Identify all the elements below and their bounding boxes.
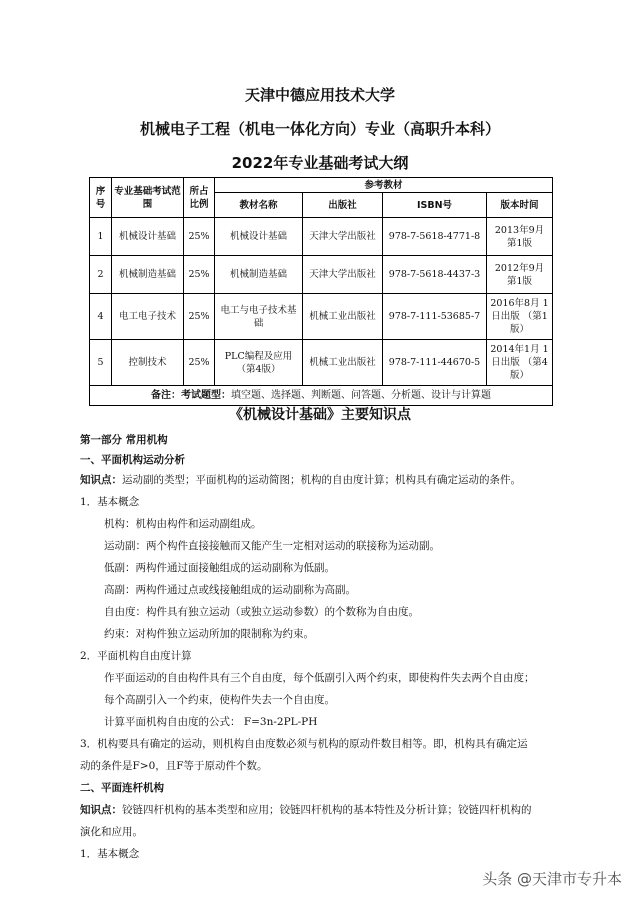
note-label: 备注：考试题型： [151,390,231,401]
cell-book: 机械制造基础 [215,256,303,294]
cell-isbn: 978-7-111-44670-5 [383,340,487,386]
cell-publisher: 机械工业出版社 [303,340,383,386]
formula-line: 计算平面机构自由度的公式： F=3n-2PL-PH [104,716,318,728]
knowledge-points [80,802,532,817]
body-line: 每个高副引入一个约束，使构件失去一个自由度。 [104,694,335,706]
part-heading: 第一部分 常用机构 [80,434,168,446]
cell-scope: 电工电子技术 [112,294,184,340]
header-isbn: ISBN号 [383,193,487,218]
body-line: 3．机构要具有确定的运动，则机构自由度数必须与机构的原动件数目相等。即，机构具有确定运 [80,738,528,750]
cell-seq: 1 [90,218,112,256]
header-publisher: 出版社 [303,193,383,218]
cell-edition: 2013年9月 第1版 [487,218,553,256]
cell-publisher: 天津大学出版社 [303,218,383,256]
header-ratio: 所占比例 [184,178,215,218]
exam-title: 2022年专业基础考试大纲 [231,154,409,172]
body-line: 动的条件是F>0，且F等于原动件个数。 [80,760,268,772]
cell-seq: 4 [90,294,112,340]
header-scope: 专业基础考试范围 [112,178,184,218]
section-title: 《机械设计基础》主要知识点 [229,407,411,423]
major-title: 机械电子工程（机电一体化方向）专业（高职升本科） [139,120,500,138]
knowledge-text: 铰链四杆机构的基本类型和应用；铰链四杆机构的基本特性及分析计算；铰链四杆机构的 [122,804,532,816]
header-edition: 版本时间 [487,193,553,218]
table-note [90,386,553,406]
knowledge-label: 知识点： [80,804,122,816]
cell-edition: 2016年8月 1日出版 （第1版） [487,294,553,340]
cell-book: 机械设计基础 [215,218,303,256]
cell-book: 电工与电子技术基础 [215,294,303,340]
body-line: 演化和应用。 [80,826,143,838]
cell-isbn: 978-7-5618-4771-8 [383,218,487,256]
cell-seq: 5 [90,340,112,386]
subsection-heading: 一、平面机构运动分析 [80,454,185,466]
cell-scope: 机械设计基础 [112,218,184,256]
table-row [90,340,553,386]
university-title: 天津中德应用技术大学 [244,86,395,104]
cell-publisher: 机械工业出版社 [303,294,383,340]
note-text: 填空题、选择题、判断题、问答题、分析题、设计与计算题 [231,390,491,401]
definition-line: 机构：机构由构件和运动副组成。 [104,518,262,530]
definition-line: 高副：两构件通过点或线接触组成的运动副称为高副。 [104,584,356,596]
table-row [90,218,553,256]
cell-scope: 控制技术 [112,340,184,386]
definition-line: 自由度：构件具有独立运动（或独立运动参数）的个数称为自由度。 [104,606,419,618]
definition-line: 运动副：两个构件直接接触而又能产生一定相对运动的联接称为运动副。 [104,540,440,552]
cell-ratio: 25% [184,256,215,294]
item-heading: 1．基本概念 [80,496,140,508]
cell-ratio: 25% [184,294,215,340]
knowledge-text: 运动副的类型；平面机构的运动简图；机构的自由度计算；机构具有确定运动的条件。 [122,474,521,486]
header-seq: 序号 [90,178,112,218]
item-heading: 2．平面机构自由度计算 [80,650,192,662]
knowledge-label: 知识点： [80,474,122,486]
knowledge-points [80,472,521,487]
cell-ratio: 25% [184,218,215,256]
cell-ratio: 25% [184,340,215,386]
watermark: 头条 @天津市专升本 [482,870,622,888]
table-row [90,256,553,294]
header-ref: 参考教材 [215,178,553,193]
subsection-heading: 二、平面连杆机构 [80,782,164,794]
table-row [90,294,553,340]
cell-seq: 2 [90,256,112,294]
item-heading: 1．基本概念 [80,848,140,860]
cell-isbn: 978-7-5618-4437-3 [383,256,487,294]
cell-book: PLC编程及应用 （第4版） [215,340,303,386]
cell-edition: 2012年9月 第1版 [487,256,553,294]
syllabus-table [89,177,553,406]
cell-scope: 机械制造基础 [112,256,184,294]
header-book: 教材名称 [215,193,303,218]
cell-publisher: 天津大学出版社 [303,256,383,294]
cell-isbn: 978-7-111-53685-7 [383,294,487,340]
definition-line: 低副：两构件通过面接触组成的运动副称为低副。 [104,562,335,574]
body-line: 作平面运动的自由构件具有三个自由度，每个低副引入两个约束，即使构件失去两个自由度； [104,672,535,684]
definition-line: 约束：对构件独立运动所加的限制称为约束。 [104,628,314,640]
cell-edition: 2014年1月 1日出版 （第4版） [487,340,553,386]
